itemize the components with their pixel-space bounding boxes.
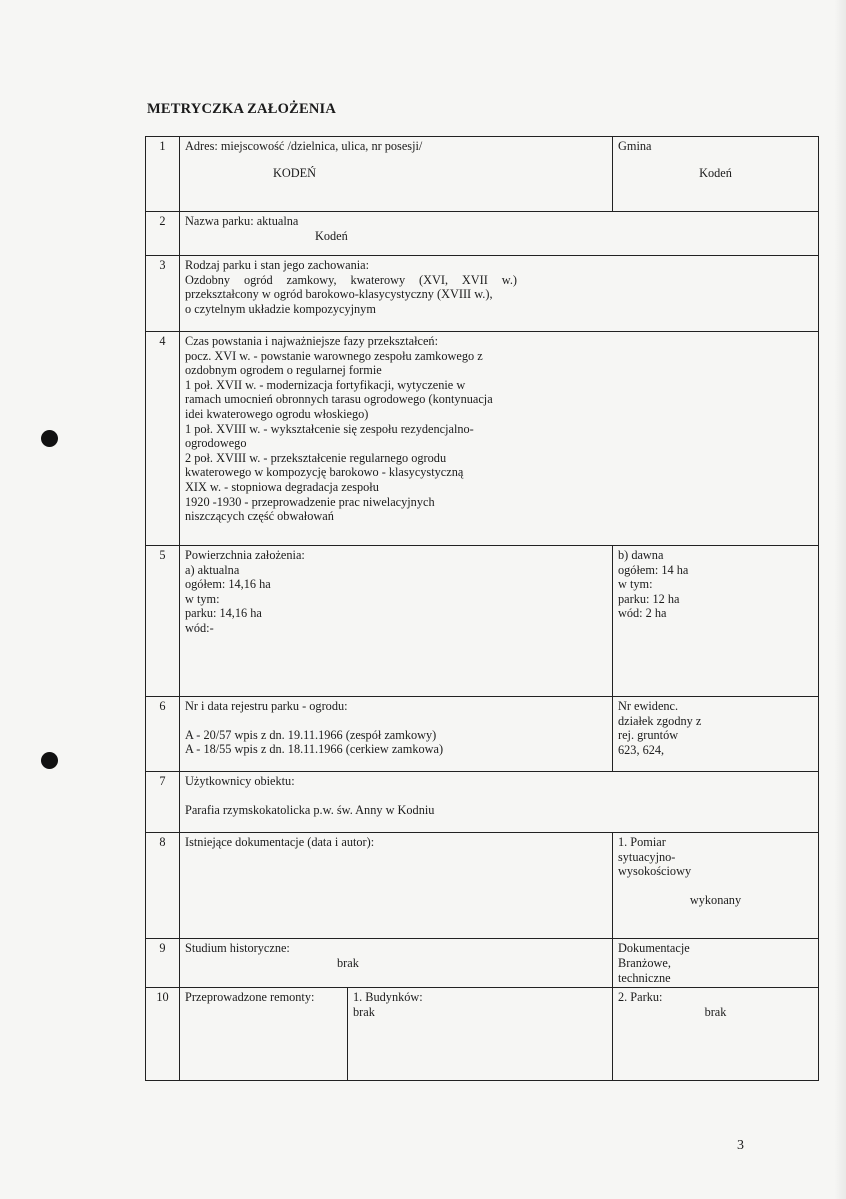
history-line: 1920 -1930 - przeprowadzenie prac niwelacyjnych (185, 494, 435, 509)
repairs-park-label: 2. Parku: (618, 990, 663, 1005)
document-title: METRYCZKA ZAŁOŻENIA (147, 101, 337, 117)
table-row (146, 833, 819, 939)
row-number: 3 (146, 256, 180, 332)
page-number: 3 (737, 1138, 744, 1153)
gmina-value: Kodeń (699, 165, 732, 180)
users-label: Użytkownicy obiektu: (185, 774, 295, 788)
row-number: 6 (146, 697, 180, 772)
survey-line: 1. Pomiar (618, 835, 666, 849)
table-row (146, 546, 819, 697)
gmina-label: Gmina (618, 139, 652, 153)
history-line: ogrodowego (185, 436, 247, 451)
parcels-line: Nr ewidenc. (618, 699, 679, 713)
area-former-line: wód: 2 ha (618, 606, 667, 621)
row-number: 8 (146, 833, 180, 939)
history-study-label: Studium historyczne: (185, 941, 290, 956)
area-current-cell (180, 546, 613, 697)
users-value: Parafia rzymskokatolicka p.w. św. Anny w Kodniu (185, 802, 435, 817)
row-number: 1 (146, 137, 180, 212)
address-cell (180, 137, 613, 212)
punch-hole (41, 430, 58, 447)
area-current-line: a) aktualna (185, 562, 240, 577)
row-number: 5 (146, 546, 180, 697)
row-number: 4 (146, 332, 180, 546)
branch-docs-line: Branżowe, (618, 955, 671, 970)
table-row (146, 772, 819, 833)
table-row (146, 332, 819, 546)
repairs-label: Przeprowadzone remonty: (185, 990, 315, 1005)
history-line: idei kwaterowego ogrodu włoskiego) (185, 406, 369, 421)
row-number: 10 (146, 988, 180, 1081)
register-entry: A - 18/55 wpis z dn. 18.11.1966 (cerkiew zamkowa) (185, 742, 444, 757)
area-former-line: b) dawna (618, 548, 664, 562)
survey-line: sytuacyjno- (618, 849, 676, 864)
area-former-line: parku: 12 ha (618, 591, 680, 606)
register-label: Nr i data rejestru parku - ogrodu: (185, 699, 348, 713)
area-current-line: ogółem: 14,16 ha (185, 577, 271, 592)
park-type-label: Rodzaj parku i stan jego zachowania: (185, 258, 370, 272)
area-current-line: wód:- (185, 620, 214, 635)
park-type-line: o czytelnym układzie kompozycyjnym (185, 301, 376, 316)
park-type-line: przekształcony w ogród barokowo-klasycystyczny (XVIII w.), (185, 287, 493, 302)
history-line: 1 poł. XVII w. - modernizacja fortyfikacji, wytyczenie w (185, 377, 466, 392)
record-table (145, 136, 819, 1081)
survey-cell (613, 833, 819, 939)
table-row (146, 697, 819, 772)
history-line: ozdobnym ogrodem o regularnej formie (185, 363, 382, 378)
page-edge-shadow (834, 0, 846, 1199)
park-name-value: Kodeń (315, 228, 348, 243)
repairs-park-cell (613, 988, 819, 1081)
repairs-buildings-cell (348, 988, 613, 1081)
history-study-cell (180, 939, 613, 988)
branch-docs-line: techniczne (618, 970, 671, 985)
survey-line: wysokościowy (618, 864, 692, 879)
parcels-cell (613, 697, 819, 772)
history-line: XIX w. - stopniowa degradacja zespołu (185, 479, 379, 494)
area-current-line: w tym: (185, 591, 220, 606)
history-line: ramach umocnień obronnych tarasu ogrodowego (kontynuacja (185, 392, 493, 407)
documentation-label: Istniejące dokumentacje (data i autor): (185, 835, 375, 849)
history-line: kwaterowego w kompozycję barokowo - klasycystyczną (185, 465, 464, 480)
area-former-line: ogółem: 14 ha (618, 562, 689, 577)
survey-value: wykonany (689, 892, 742, 907)
punch-hole (41, 752, 58, 769)
documentation-cell (180, 833, 613, 939)
park-name-cell (180, 212, 819, 256)
history-line: niszczących część obwałowań (185, 509, 334, 524)
table-row (146, 256, 819, 332)
park-name-label: Nazwa parku: aktualna (185, 214, 299, 228)
repairs-label-cell (180, 988, 348, 1081)
area-current-line: Powierzchnia założenia: (185, 548, 305, 562)
table-row (146, 137, 819, 212)
park-type-line: Ozdobny ogród zamkowy, kwaterowy (XVI, XVII w.) (185, 272, 517, 287)
history-cell (180, 332, 819, 546)
history-study-value: brak (337, 955, 359, 970)
repairs-park-value: brak (704, 1004, 727, 1019)
address-value: KODEŃ (273, 165, 317, 180)
branch-docs-cell (613, 939, 819, 988)
parcels-line: działek zgodny z (618, 713, 702, 728)
repairs-buildings-value: brak (353, 1004, 375, 1019)
parcels-line: rej. gruntów (618, 728, 679, 743)
branch-docs-line: Dokumentacje (618, 941, 690, 956)
row-number: 2 (146, 212, 180, 256)
history-label: Czas powstania i najważniejsze fazy przekształceń: (185, 334, 438, 348)
area-former-line: w tym: (618, 577, 653, 592)
table-row (146, 212, 819, 256)
gmina-cell (613, 137, 819, 212)
history-line: pocz. XVI w. - powstanie warownego zespołu zamkowego z (185, 348, 483, 363)
register-cell (180, 697, 613, 772)
row-number: 9 (146, 939, 180, 988)
park-type-cell (180, 256, 819, 332)
area-current-line: parku: 14,16 ha (185, 606, 262, 621)
parcels-line: 623, 624, (618, 742, 665, 757)
row-number: 7 (146, 772, 180, 833)
table-row (146, 939, 819, 988)
register-entry: A - 20/57 wpis z dn. 19.11.1966 (zespół zamkowy) (185, 727, 437, 742)
address-label: Adres: miejscowość /dzielnica, ulica, nr posesji/ (185, 139, 423, 153)
repairs-buildings-label: 1. Budynków: (353, 990, 423, 1005)
table-row (146, 988, 819, 1081)
history-line: 2 poł. XVIII w. - przekształcenie regularnego ogrodu (185, 450, 447, 465)
history-line: 1 poł. XVIII w. - wykształcenie się zespołu rezydencjalno- (185, 421, 474, 436)
users-cell (180, 772, 819, 833)
area-former-cell (613, 546, 819, 697)
